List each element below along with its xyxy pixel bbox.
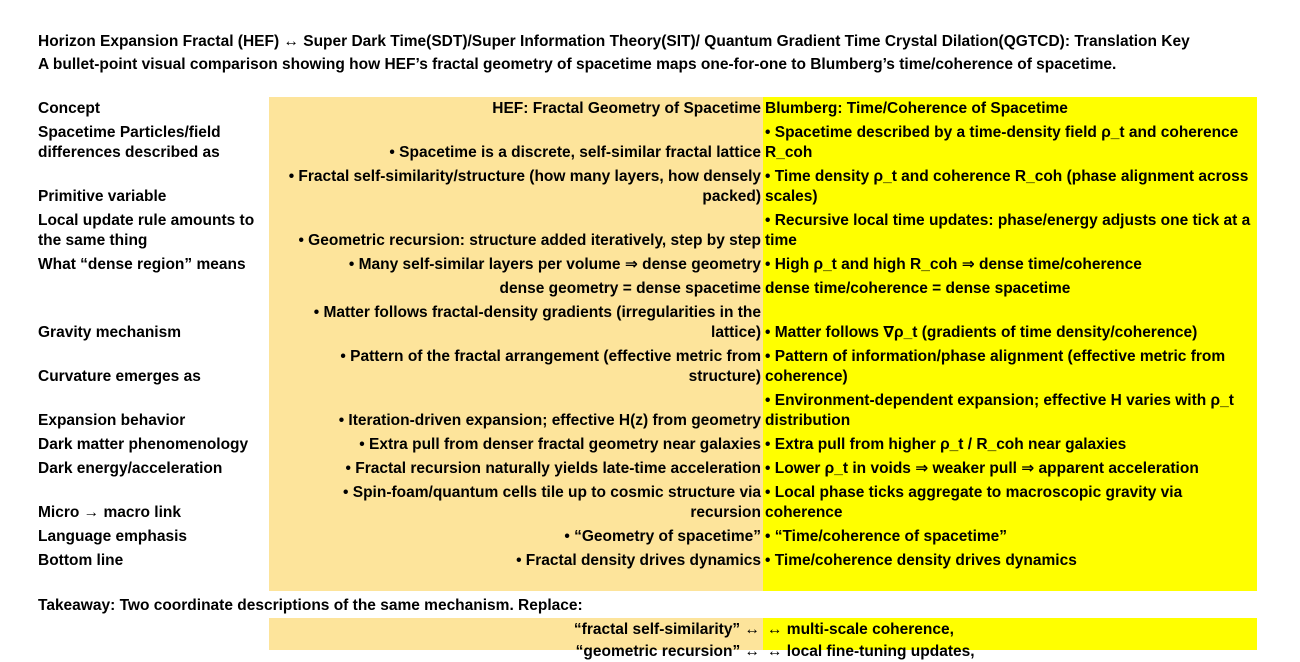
table-row [36, 119, 1257, 163]
row-hef: • Spacetime is a discrete, self-similar fractal lattice [389, 144, 761, 161]
table-row [36, 547, 1257, 571]
row-hef: • Geometric recursion: structure added iteratively, step by step [298, 232, 761, 249]
table-row [36, 299, 1257, 343]
row-blumberg: • Pattern of information/phase alignment (effective metric from coherence) [765, 348, 1226, 385]
row-hef: • Matter follows fractal-density gradients (irregularities in the lattice) [313, 304, 761, 341]
row-hef: dense geometry = dense spacetime [499, 280, 761, 297]
takeaway-right-1: ↔ multi-scale coherence, [767, 621, 954, 638]
row-blumberg: • Matter follows ∇ρ_t (gradients of time density/coherence) [765, 324, 1198, 341]
row-concept: What “dense region” means [38, 256, 246, 273]
document-title: Horizon Expansion Fractal (HEF) ↔ Super Dark Time(SDT)/Super Information Theory(SIT)/ Quantum Gradient Time Crystal Dilation(QGTCD): Translation Key [38, 33, 1190, 50]
row-concept: Expansion behavior [38, 412, 186, 429]
table-row [36, 431, 1257, 455]
row-concept: Language emphasis [38, 528, 188, 545]
row-hef: • Many self-similar layers per volume ⇒ dense geometry [348, 256, 761, 273]
row-hef: • Fractal self-similarity/structure (how many layers, how densely packed) [288, 168, 761, 205]
table-row [36, 479, 1257, 523]
row-blumberg: • Recursive local time updates: phase/energy adjusts one tick at a time [765, 212, 1251, 249]
table-row [36, 523, 1257, 547]
row-blumberg: • Time/coherence density drives dynamics [765, 552, 1077, 569]
header-blumberg: Blumberg: Time/Coherence of Spacetime [765, 100, 1068, 117]
row-concept: Local update rule amounts to the same thing [38, 212, 255, 249]
row-hef: • Fractal recursion naturally yields late-time acceleration [345, 460, 761, 477]
row-concept: Dark matter phenomenology [38, 436, 249, 453]
table-row [36, 275, 1257, 299]
row-blumberg: • Extra pull from higher ρ_t / R_coh near galaxies [765, 436, 1127, 453]
row-hef: • Iteration-driven expansion; effective H(z) from geometry [338, 412, 761, 429]
comparison-table [36, 97, 1257, 571]
row-concept [36, 275, 269, 299]
row-concept: Spacetime Particles/field differences described as [38, 124, 221, 161]
row-blumberg: • Local phase ticks aggregate to macroscopic gravity via coherence [765, 484, 1183, 521]
takeaway-left-1: “fractal self-similarity” ↔ [573, 621, 760, 638]
row-blumberg: • Time density ρ_t and coherence R_coh (phase alignment across scales) [765, 168, 1249, 205]
row-blumberg: • Lower ρ_t in voids ⇒ weaker pull ⇒ apparent acceleration [765, 460, 1199, 477]
row-hef: • Pattern of the fractal arrangement (effective metric from structure) [340, 348, 761, 385]
table-row [36, 251, 1257, 275]
table-row [36, 207, 1257, 251]
row-concept: Curvature emerges as [38, 368, 201, 385]
table-row [36, 455, 1257, 479]
header-hef: HEF: Fractal Geometry of Spacetime [492, 100, 761, 117]
table-row [36, 163, 1257, 207]
table-row [36, 387, 1257, 431]
table-row [36, 343, 1257, 387]
document-subtitle: A bullet-point visual comparison showing how HEF’s fractal geometry of spacetime maps one-for-one to Blumberg’s time/coherence of spacetime. [38, 56, 1117, 73]
row-hef: • Extra pull from denser fractal geometry near galaxies [359, 436, 761, 453]
row-hef: • Fractal density drives dynamics [516, 552, 761, 569]
row-concept: Primitive variable [38, 188, 167, 205]
row-concept: Dark energy/acceleration [38, 460, 223, 477]
row-concept: Micro → macro link [38, 504, 181, 521]
row-blumberg: dense time/coherence = dense spacetime [765, 280, 1071, 297]
takeaway-left-2: “geometric recursion” ↔ [575, 643, 760, 660]
header-concept: Concept [38, 100, 100, 117]
row-blumberg: • Spacetime described by a time-density field ρ_t and coherence R_coh [765, 124, 1239, 161]
row-hef: • “Geometry of spacetime” [564, 528, 761, 545]
row-blumberg: • Environment-dependent expansion; effective H varies with ρ_t distribution [765, 392, 1234, 429]
takeaway-right-2: ↔ local fine-tuning updates, [767, 643, 975, 660]
row-concept: Gravity mechanism [38, 324, 182, 341]
row-blumberg: • “Time/coherence of spacetime” [765, 528, 1008, 545]
row-blumberg: • High ρ_t and high R_coh ⇒ dense time/coherence [765, 256, 1142, 273]
row-hef: • Spin-foam/quantum cells tile up to cosmic structure via recursion [343, 484, 761, 521]
row-concept: Bottom line [38, 552, 124, 569]
table-header-row [36, 97, 1257, 119]
takeaway-text: Takeaway: Two coordinate descriptions of the same mechanism. Replace: [38, 597, 583, 614]
